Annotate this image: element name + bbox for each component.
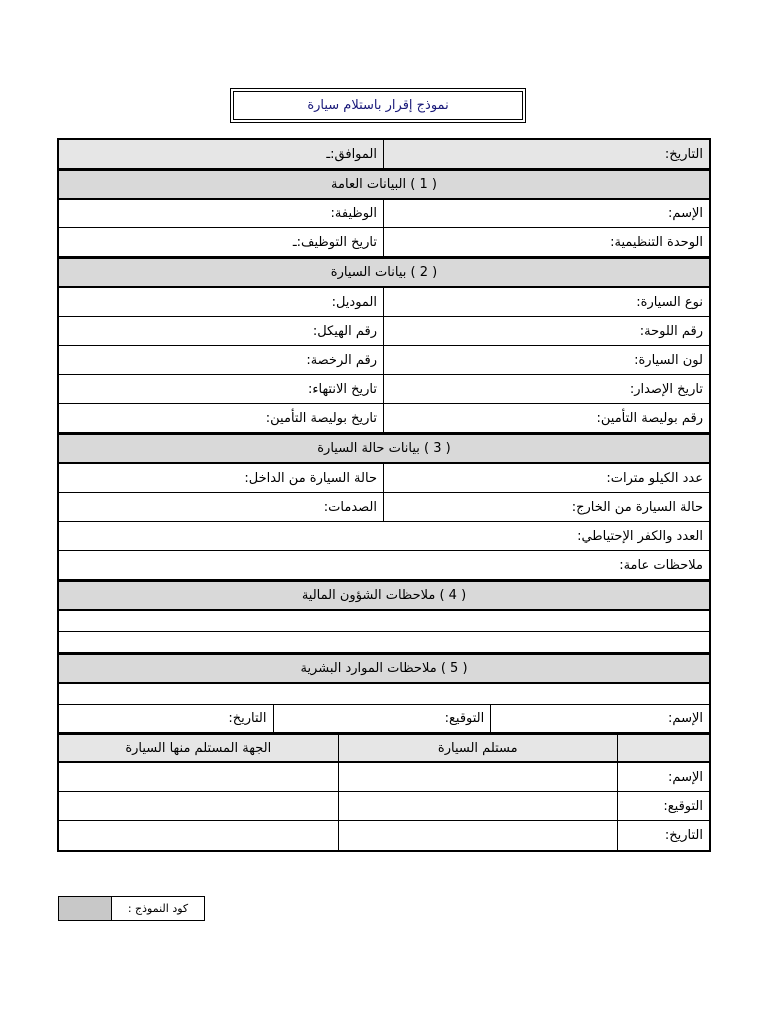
handover-corner xyxy=(618,735,709,761)
finance-notes-line-2[interactable] xyxy=(59,632,709,653)
receiver-heading: مستلم السيارة xyxy=(339,735,619,761)
handover-date-label: التاريخ: xyxy=(664,828,703,843)
section4-title: ( 4 ) ملاحظات الشؤون المالية xyxy=(301,588,467,603)
unit-field[interactable]: الوحدة التنظيمية: xyxy=(610,234,703,250)
hr-notes-line[interactable] xyxy=(59,684,709,705)
section3-row4 xyxy=(59,551,709,580)
form-code-label: كود النموذج : xyxy=(111,897,204,920)
finance-notes-line-1[interactable] xyxy=(59,611,709,632)
receiver-name-field[interactable] xyxy=(339,763,619,791)
hire-date-field[interactable]: تاريخ التوظيف:ـ xyxy=(59,228,384,256)
section5-header xyxy=(59,653,709,684)
section2-header xyxy=(59,257,709,288)
section3-header xyxy=(59,433,709,464)
giver-signature-field[interactable] xyxy=(59,792,339,820)
top-row xyxy=(59,140,709,169)
giver-date-field[interactable] xyxy=(59,821,339,850)
handover-signature-row xyxy=(59,792,709,821)
issue-date-field[interactable]: تاريخ الإصدار: xyxy=(629,381,703,397)
hr-signature-field[interactable]: التوقيع: xyxy=(274,705,492,732)
section4-header xyxy=(59,580,709,611)
approved-field[interactable]: الموافق:ـ xyxy=(59,140,384,168)
section3-row3 xyxy=(59,522,709,551)
job-field[interactable]: الوظيفة: xyxy=(59,200,384,227)
section3-row2 xyxy=(59,493,709,522)
notes-field[interactable]: ملاحظات عامة: xyxy=(619,557,703,573)
date-field[interactable]: التاريخ: xyxy=(664,146,703,162)
section1-row1 xyxy=(59,200,709,228)
section1-row2 xyxy=(59,228,709,257)
form-code-box xyxy=(58,896,205,921)
section3-row1 xyxy=(59,464,709,493)
expiry-date-field[interactable]: تاريخ الانتهاء: xyxy=(59,375,384,403)
license-field[interactable]: رقم الرخصة: xyxy=(59,346,384,374)
policy-date-field[interactable]: تاريخ بوليصة التأمين: xyxy=(59,404,384,432)
section2-row2 xyxy=(59,317,709,346)
section1-title: ( 1 ) البيانات العامة xyxy=(331,177,437,192)
form-title: نموذج إقرار باستلام سيارة xyxy=(233,91,523,120)
name-field[interactable]: الإسم: xyxy=(668,206,703,221)
tools-field[interactable]: العدد والكفر الإحتياطي: xyxy=(577,528,703,544)
receiver-date-field[interactable] xyxy=(339,821,619,850)
policy-number-field[interactable]: رقم بوليصة التأمين: xyxy=(596,410,703,426)
handover-name-row xyxy=(59,763,709,792)
dents-field[interactable]: الصدمات: xyxy=(59,493,384,521)
handover-header-row xyxy=(59,733,709,763)
section3-title: ( 3 ) بيانات حالة السيارة xyxy=(317,441,451,456)
section2-row4 xyxy=(59,375,709,404)
section5-title: ( 5 ) ملاحظات الموارد البشرية xyxy=(300,661,468,676)
km-field[interactable]: عدد الكيلو مترات: xyxy=(606,470,703,486)
color-field[interactable]: لون السيارة: xyxy=(634,352,703,368)
section1-header xyxy=(59,169,709,200)
exterior-field[interactable]: حالة السيارة من الخارج: xyxy=(571,499,703,515)
car-type-field[interactable]: نوع السيارة: xyxy=(636,294,703,310)
form-table xyxy=(57,138,711,852)
hr-date-field[interactable]: التاريخ: xyxy=(59,705,274,732)
giver-name-field[interactable] xyxy=(59,763,339,791)
section2-title: ( 2 ) بيانات السيارة xyxy=(330,265,438,280)
plate-field[interactable]: رقم اللوحة: xyxy=(639,323,703,339)
handover-date-row xyxy=(59,821,709,850)
giver-heading: الجهة المستلم منها السيارة xyxy=(59,735,339,761)
section2-row5 xyxy=(59,404,709,433)
form-code-field[interactable] xyxy=(59,897,111,920)
chassis-field[interactable]: رقم الهيكل: xyxy=(59,317,384,345)
form-title-box xyxy=(230,88,526,123)
hr-name-field[interactable]: الإسم: xyxy=(668,711,703,726)
handover-signature-label: التوقيع: xyxy=(663,798,703,814)
hr-signoff-row xyxy=(59,705,709,733)
handover-name-label: الإسم: xyxy=(668,769,703,785)
interior-field[interactable]: حالة السيارة من الداخل: xyxy=(59,464,384,492)
section2-row3 xyxy=(59,346,709,375)
section2-row1 xyxy=(59,288,709,317)
model-field[interactable]: الموديل: xyxy=(59,288,384,316)
receiver-signature-field[interactable] xyxy=(339,792,619,820)
